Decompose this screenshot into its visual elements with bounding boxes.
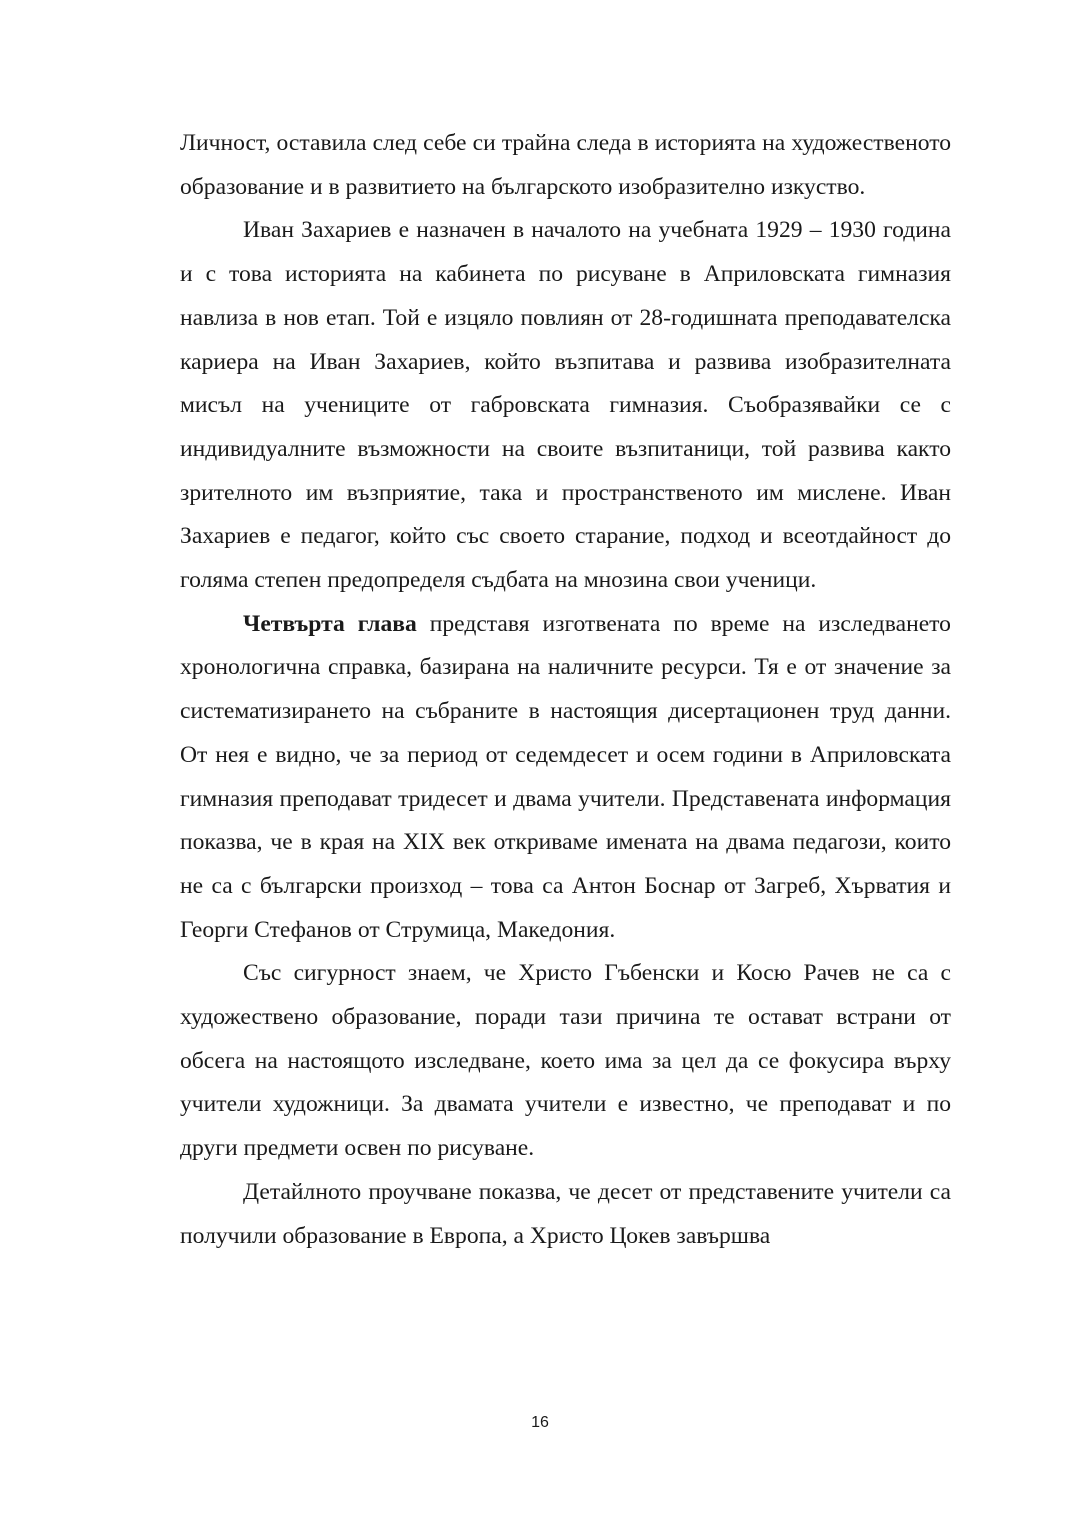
paragraph-2: Иван Захариев е назначен в началото на учебната 1929 – 1930 година и с това историята на кабинета по рисуване в Априловската гимназия навлиза в нов етап. Той е изцяло повлиян от 28-годишната преподавателска кариера на Иван Захариев, който възпитава и развива изобразителната мисъл на учениците от габровската гимназия. Съобразявайки се с индивидуалните възможности на своите възпитаници, той развива както зрителното им възприятие, така и пространственото им мислене. Иван Захариев е педагог, който със своето старание, подход и всеотдайност до голяма степен предопределя съдбата на мнозина свои ученици. [180,217,951,594]
paragraph-3-text: представя изготвената по време на изследването хронологична справка, базирана на наличните ресурси. Тя е от значение за систематизирането на събраните в настоящия дисертационен труд данни. От нея е видно, че за период от седемдесет и осем години в Априловската гимназия преподават тридесет и двама учители. Представената информация показва, че в края на XIX век откриваме имената на двама педагози, които не са с български произход – това са Антон Боснар от Загреб, Хърватия и Георги Стефанов от Струмица, Македония. [180,610,951,943]
page-number: 16 [531,1414,549,1431]
paragraph-5: Детайлното проучване показва, че десет от представените учители са получили образование в Европа, а Христо Цокев завършва [180,1178,951,1249]
paragraph-3 [180,603,951,953]
body-text [180,122,951,1258]
paragraph-4: Със сигурност знаем, че Христо Гъбенски и Косю Рачев не са с художествено образование, поради тази причина те остават встрани от обсега на настоящото изследване, което има за цел да се фокусира върху учители художници. За двамата учители е известно, че преподават и по други предмети освен по рисуване. [180,960,951,1162]
chapter-heading-inline: Четвърта глава [243,610,417,637]
paragraph-1: Личност, оставила след себе си трайна следа в историята на художественото образование и в развитието на българското изобразително изкуство. [180,130,951,200]
